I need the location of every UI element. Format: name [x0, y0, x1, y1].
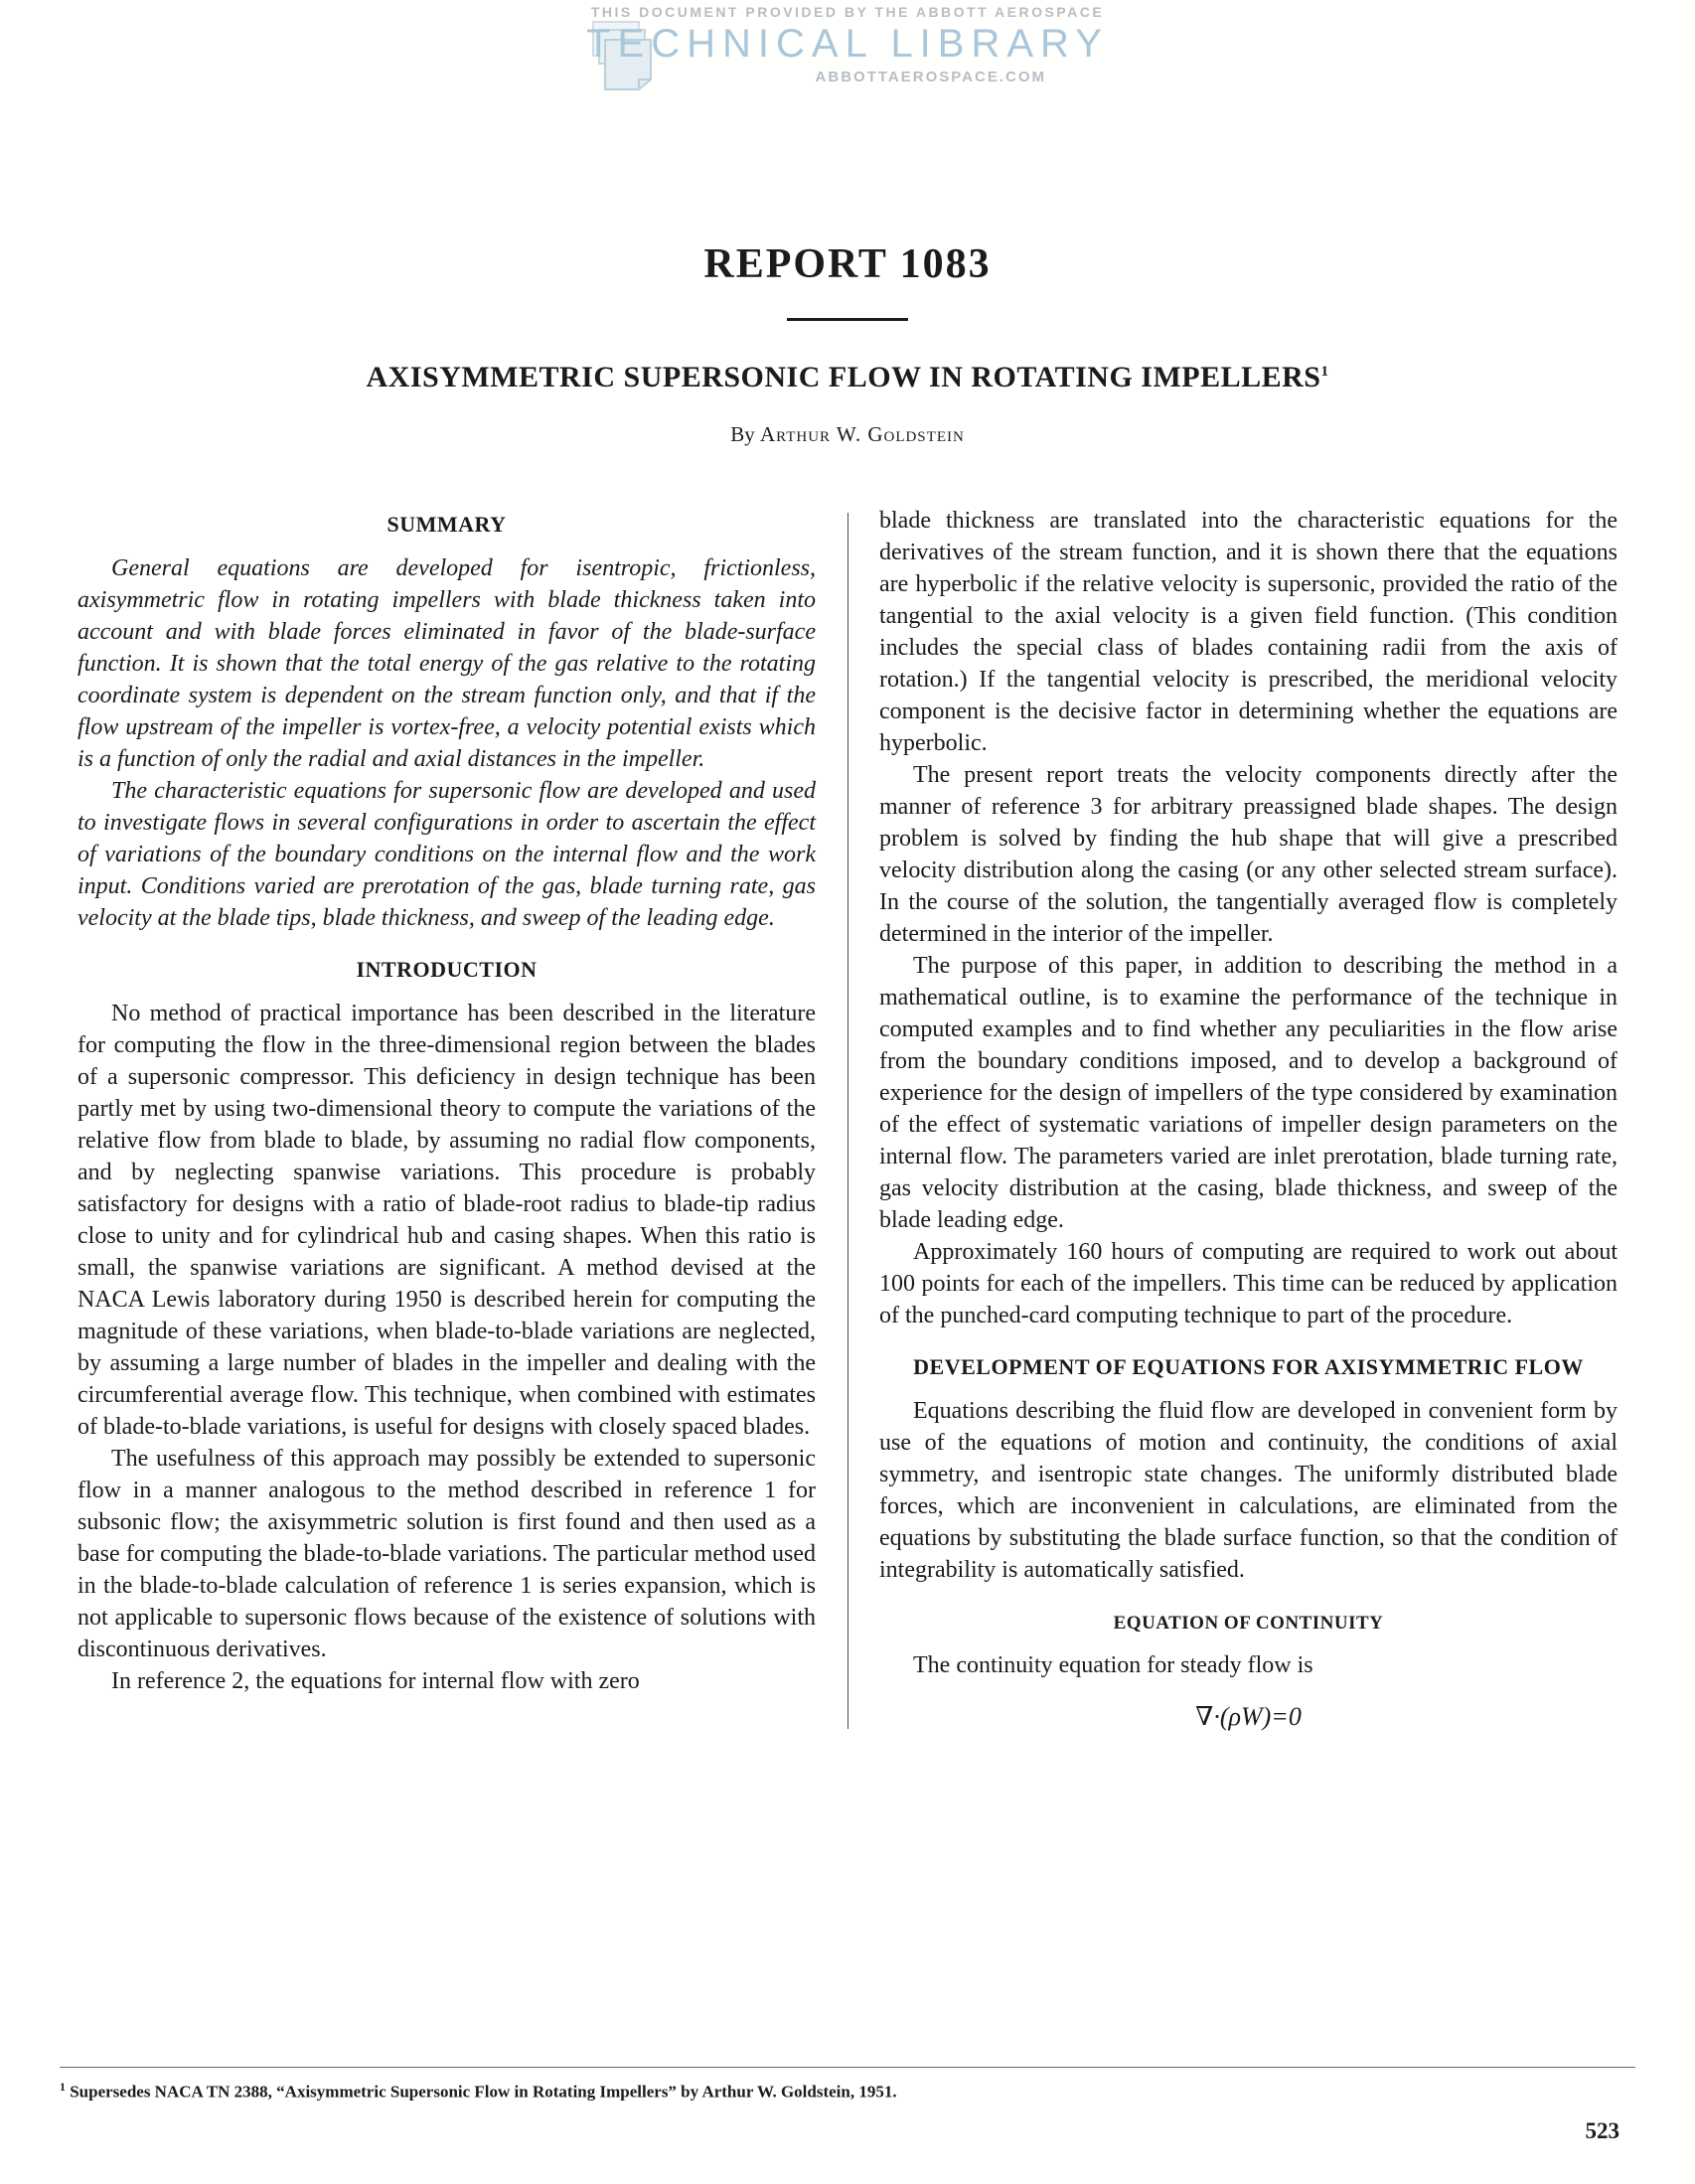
introduction-paragraph-3: In reference 2, the equations for internal flow with zero — [111, 1668, 640, 1694]
right-column — [879, 505, 1618, 1733]
footnote — [60, 2067, 1635, 2103]
footnote-marker: 1 — [60, 2080, 66, 2095]
report-title-text: AXISYMMETRIC SUPERSONIC FLOW IN ROTATING IMPELLERS — [366, 361, 1321, 393]
introduction-heading: INTRODUCTION — [356, 957, 538, 982]
footnote-text: Supersedes NACA TN 2388, “Axisymmetric Supersonic Flow in Rotating Impellers” by Arthur W. Goldstein, 1951. — [70, 2083, 897, 2102]
body-paragraph-continuation: blade thickness are translated into the characteristic equations for the derivatives of the stream function, and it is shown there that the equations are hyperbolic if the relative velocity is supersonic, provided the ratio of the tangential to the axial velocity is a given field function. (This condition includes the special class of blades containing radii from the axis of rotation.) If the tangential velocity is prescribed, the meridional velocity component is the decisive factor in determining whether the equations are hyperbolic. — [879, 508, 1618, 756]
continuity-intro: The continuity equation for steady flow is — [913, 1652, 1313, 1678]
development-paragraph-1: Equations describing the fluid flow are developed in convenient form by use of the equations of motion and continuity, the conditions of axial symmetry, and isentropic state changes. The uniformly distributed blade forces, which are inconvenient in calculations, are eliminated from the equations by substituting the blade surface function, so that the condition of integrability is automatically satisfied. — [879, 1398, 1618, 1583]
watermark-library-title: TECHNICAL LIBRARY — [586, 22, 1109, 66]
summary-heading: SUMMARY — [386, 512, 507, 537]
left-column — [77, 505, 816, 1733]
report-title — [0, 361, 1695, 394]
page-number: 523 — [1585, 2118, 1619, 2143]
two-column-body — [0, 505, 1695, 1733]
watermark-domain: ABBOTTAEROSPACE.COM — [815, 69, 1046, 85]
title-rule — [787, 318, 908, 321]
continuity-heading: EQUATION OF CONTINUITY — [1113, 1613, 1384, 1634]
development-heading: DEVELOPMENT OF EQUATIONS FOR AXISYMMETRIC FLOW — [913, 1354, 1584, 1379]
summary-paragraph-2: The characteristic equations for supersonic flow are developed and used to investigate flows in several configurations in order to ascertain the effect of variations of the boundary conditions on the internal flow and the work input. Conditions varied are prerotation of the gas, blade turning rate, gas velocity at the blade tips, blade thickness, and sweep of the leading edge. — [77, 778, 816, 931]
summary-paragraph-1: General equations are developed for isentropic, frictionless, axisymmetric flow in rotating impellers with blade thickness taken into account and with blade forces eliminated in favor of the blade-surface function. It is shown that the total energy of the gas relative to the rotating coordinate system is dependent on the stream function only, and that if the flow upstream of the impeller is vortex-free, a velocity potential exists which is a function of only the radial and axial distances in the impeller. — [77, 555, 816, 772]
page-footer — [60, 2067, 1635, 2144]
byline-prefix: By — [730, 422, 755, 446]
technical-library-watermark — [579, 4, 1116, 85]
report-number: REPORT 1083 — [703, 241, 992, 287]
body-paragraph-4: Approximately 160 hours of computing are required to work out about 100 points for each of the impellers. This time can be reduced by application of the punched-card computing technique to part of the procedure. — [879, 1239, 1618, 1328]
continuity-equation: ∇·(ρW)=0 — [1195, 1702, 1302, 1731]
body-paragraph-3: The purpose of this paper, in addition to describing the method in a mathematical outline, is to examine the performance of the technique in computed examples and to find whether any peculiarities in the flow arise from the boundary conditions imposed, and to develop a background of experience for the design of impellers of the type considered by examination of the effect of systematic variations of impeller design parameters on the internal flow. The parameters varied are inlet prerotation, blade turning rate, gas velocity distribution at the casing, blade thickness, and sweep of the blade leading edge. — [879, 953, 1618, 1233]
byline — [0, 422, 1695, 447]
body-paragraph-2: The present report treats the velocity components directly after the manner of reference 3 for arbitrary preassigned blade shapes. The design problem is solved by finding the hub shape that will give a prescribed velocity distribution along the casing (or any other selected stream surface). In the course of the solution, the tangentially averaged flow is completely determined in the interior of the impeller. — [879, 762, 1618, 947]
introduction-paragraph-1: No method of practical importance has been described in the literature for computing the flow in the three-dimensional region between the blades of a supersonic compressor. This deficiency in design technique has been partly met by using two-dimensional theory to compute the variations of the relative flow from blade to blade, by assuming no radial flow components, and by neglecting spanwise variations. This procedure is probably satisfactory for designs with a ratio of blade-root radius to blade-tip radius close to unity and for cylindrical hub and casing shapes. When this ratio is small, the spanwise variations are significant. A method devised at the NACA Lewis laboratory during 1950 is described herein for computing the magnitude of these variations, when blade-to-blade variations are neglected, by assuming a large number of blades in the impeller and dealing with the circumferential average flow. This technique, when combined with estimates of blade-to-blade variations, is useful for designs with closely spaced blades. — [77, 1001, 816, 1440]
title-footnote-marker: 1 — [1320, 364, 1329, 380]
author-name: Arthur W. Goldstein — [759, 422, 965, 446]
introduction-paragraph-2: The usefulness of this approach may possibly be extended to supersonic flow in a manner analogous to the method described in reference 1 for subsonic flow; the axisymmetric solution is first found and then used as a base for computing the blade-to-blade variations. The particular method used in the blade-to-blade calculation of reference 1 is series expansion, which is not applicable to supersonic flows because of the existence of solutions with discontinuous derivatives. — [77, 1446, 816, 1662]
watermark-provided-by: THIS DOCUMENT PROVIDED BY THE ABBOTT AEROSPACE — [590, 4, 1105, 20]
